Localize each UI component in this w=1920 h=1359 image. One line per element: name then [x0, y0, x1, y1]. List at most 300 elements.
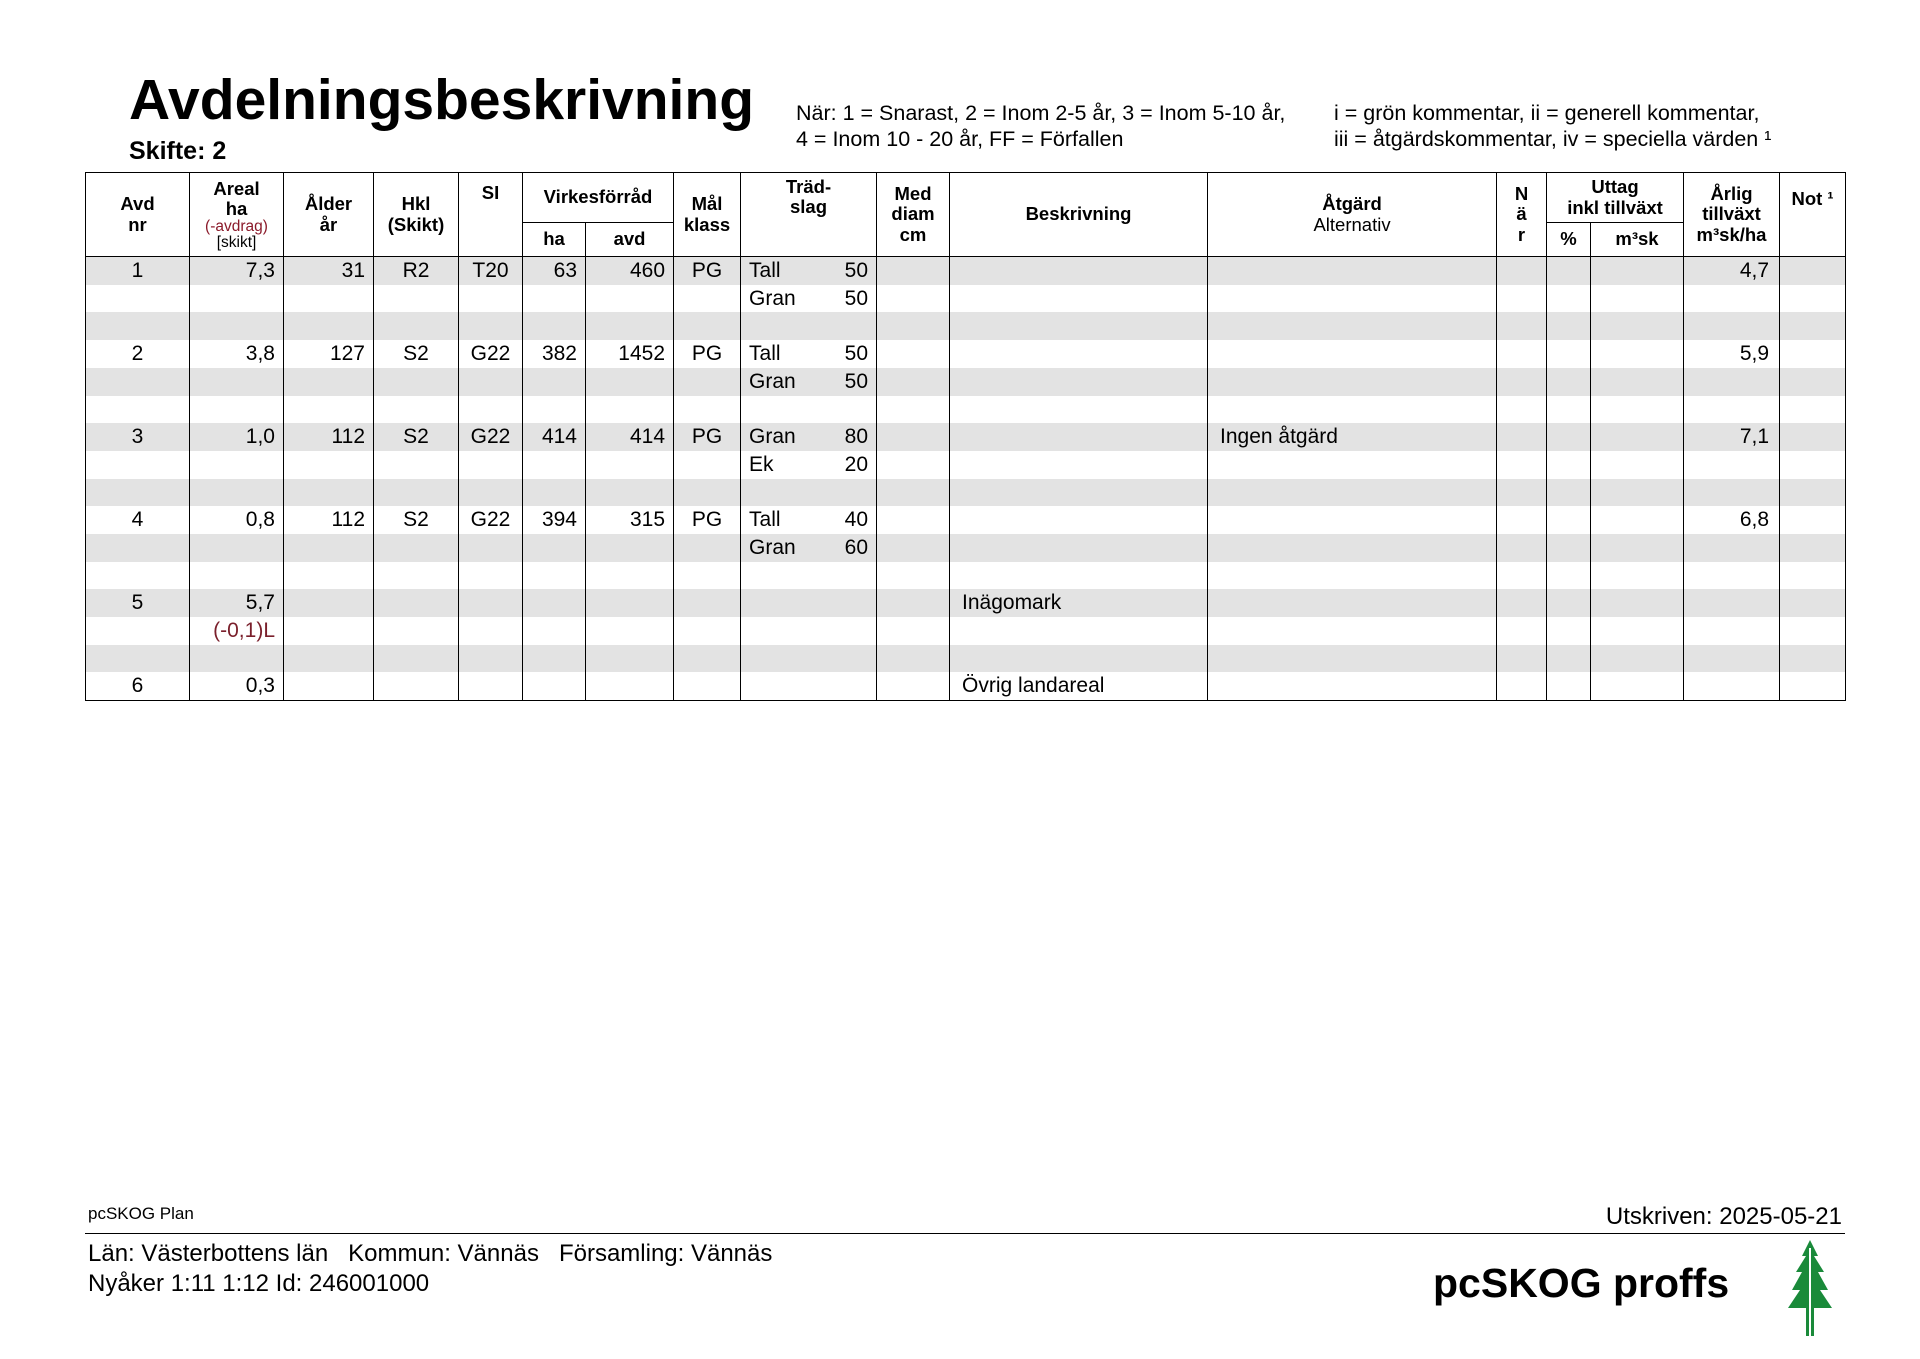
- cell-um3: [1591, 479, 1684, 507]
- cell-avd: [86, 451, 190, 479]
- cell-alder: [284, 368, 374, 396]
- cell-arlig: [1684, 534, 1780, 562]
- cell-nar: [1497, 396, 1547, 424]
- cell-atg: [1208, 451, 1497, 479]
- cell-hkl: [374, 617, 459, 645]
- cell-si: [459, 672, 523, 700]
- cell-mal: [674, 589, 741, 617]
- cell-arlig: [1684, 312, 1780, 340]
- cell-nar: [1497, 506, 1547, 534]
- cell-si: [459, 368, 523, 396]
- cell-vha: 414: [523, 423, 586, 451]
- cell-avd: [86, 479, 190, 507]
- tree-species-percent: 50: [844, 369, 869, 393]
- cell-si: T20: [459, 257, 523, 285]
- cell-vha: 394: [523, 506, 586, 534]
- col-nar: N ä r: [1497, 173, 1547, 257]
- table-row: [86, 562, 1846, 590]
- cell-tradslag: [741, 562, 877, 590]
- cell-hkl: S2: [374, 506, 459, 534]
- cell-alder: [284, 451, 374, 479]
- cell-upct: [1547, 368, 1591, 396]
- cell-atg: [1208, 368, 1497, 396]
- cell-nar: [1497, 534, 1547, 562]
- cell-nar: [1497, 285, 1547, 313]
- cell-nar: [1497, 340, 1547, 368]
- cell-si: [459, 451, 523, 479]
- cell-areal: [190, 534, 284, 562]
- cell-si: [459, 396, 523, 424]
- cell-alder: [284, 617, 374, 645]
- cell-vha: [523, 534, 586, 562]
- cell-vavd: [586, 562, 674, 590]
- cell-tradslag: [741, 534, 877, 562]
- cell-si: [459, 562, 523, 590]
- cell-arlig: [1684, 562, 1780, 590]
- cell-avd: 3: [86, 423, 190, 451]
- cell-si: [459, 479, 523, 507]
- col-beskrivning: Beskrivning: [950, 173, 1208, 257]
- tree-species: Gran: [749, 286, 796, 310]
- cell-um3: [1591, 451, 1684, 479]
- col-atgard: Åtgärd Alternativ: [1208, 173, 1497, 257]
- cell-arlig: 7,1: [1684, 423, 1780, 451]
- cell-med: [877, 285, 950, 313]
- cell-alder: [284, 534, 374, 562]
- col-alder: Ålder år: [284, 173, 374, 257]
- table-row: [86, 534, 1846, 562]
- cell-um3: [1591, 396, 1684, 424]
- cell-besk: [950, 285, 1208, 313]
- cell-med: [877, 340, 950, 368]
- cell-nar: [1497, 451, 1547, 479]
- cell-hkl: S2: [374, 423, 459, 451]
- cell-upct: [1547, 396, 1591, 424]
- cell-nar: [1497, 617, 1547, 645]
- cell-atg: [1208, 534, 1497, 562]
- cell-mal: [674, 562, 741, 590]
- table-row: [86, 672, 1846, 700]
- cell-um3: [1591, 534, 1684, 562]
- cell-upct: [1547, 479, 1591, 507]
- tree-species: Gran: [749, 369, 796, 393]
- footer-app-name: pcSKOG Plan: [88, 1204, 194, 1223]
- cell-alder: 127: [284, 340, 374, 368]
- cell-um3: [1591, 672, 1684, 700]
- cell-avd: [86, 368, 190, 396]
- cell-mal: [674, 285, 741, 313]
- cell-upct: [1547, 672, 1591, 700]
- cell-hkl: [374, 312, 459, 340]
- cell-tradslag: [741, 396, 877, 424]
- cell-besk: [950, 396, 1208, 424]
- cell-not: [1780, 396, 1846, 424]
- cell-not: [1780, 340, 1846, 368]
- col-areal-skikt: [skikt]: [216, 233, 257, 251]
- cell-vavd: [586, 396, 674, 424]
- table-row: [86, 451, 1846, 479]
- cell-hkl: [374, 672, 459, 700]
- cell-areal: [190, 562, 284, 590]
- brand-name: pcSKOG proffs: [1433, 1260, 1730, 1306]
- cell-upct: [1547, 340, 1591, 368]
- cell-atg: [1208, 617, 1497, 645]
- cell-atg: [1208, 672, 1497, 700]
- cell-si: [459, 589, 523, 617]
- cell-mal: [674, 312, 741, 340]
- cell-alder: [284, 312, 374, 340]
- legend-when: [796, 101, 1285, 152]
- cell-hkl: [374, 534, 459, 562]
- cell-besk: Inägomark: [950, 589, 1208, 617]
- cell-mal: [674, 645, 741, 673]
- cell-not: [1780, 312, 1846, 340]
- cell-hkl: S2: [374, 340, 459, 368]
- cell-areal: [190, 645, 284, 673]
- table-row: [86, 340, 1846, 368]
- cell-areal: [190, 312, 284, 340]
- tree-species-percent: 40: [844, 508, 869, 532]
- cell-si: [459, 617, 523, 645]
- cell-arlig: 4,7: [1684, 257, 1780, 285]
- cell-mal: [674, 534, 741, 562]
- cell-upct: [1547, 534, 1591, 562]
- cell-areal: [190, 396, 284, 424]
- cell-nar: [1497, 479, 1547, 507]
- col-alternativ: Alternativ: [1313, 213, 1391, 235]
- cell-nar: [1497, 645, 1547, 673]
- cell-vha: [523, 562, 586, 590]
- cell-si: [459, 285, 523, 313]
- cell-atg: [1208, 562, 1497, 590]
- tree-species: Tall: [749, 342, 781, 366]
- cell-nar: [1497, 423, 1547, 451]
- cell-um3: [1591, 285, 1684, 313]
- cell-avd: [86, 562, 190, 590]
- cell-med: [877, 589, 950, 617]
- cell-arlig: 6,8: [1684, 506, 1780, 534]
- cell-not: [1780, 562, 1846, 590]
- cell-med: [877, 423, 950, 451]
- table-row: [86, 589, 1846, 617]
- col-areal-avdrag: (-avdrag): [205, 218, 268, 236]
- cell-arlig: [1684, 617, 1780, 645]
- cell-arlig: [1684, 285, 1780, 313]
- stand-table: [85, 172, 1846, 701]
- cell-avd: [86, 396, 190, 424]
- cell-si: [459, 312, 523, 340]
- cell-tradslag: [741, 672, 877, 700]
- cell-upct: [1547, 645, 1591, 673]
- cell-atg: [1208, 312, 1497, 340]
- cell-med: [877, 562, 950, 590]
- cell-tradslag: [741, 451, 877, 479]
- page-title: Avdelningsbeskrivning: [129, 68, 755, 132]
- cell-med: [877, 506, 950, 534]
- cell-not: [1780, 617, 1846, 645]
- cell-besk: [950, 257, 1208, 285]
- cell-avd: 2: [86, 340, 190, 368]
- col-virke-avd: avd: [586, 223, 674, 257]
- cell-not: [1780, 479, 1846, 507]
- tree-species: Gran: [749, 535, 796, 559]
- cell-vavd: [586, 312, 674, 340]
- cell-vha: [523, 451, 586, 479]
- cell-atg: [1208, 479, 1497, 507]
- cell-besk: [950, 368, 1208, 396]
- cell-um3: [1591, 423, 1684, 451]
- cell-mal: PG: [674, 257, 741, 285]
- cell-vavd: [586, 451, 674, 479]
- cell-not: [1780, 506, 1846, 534]
- cell-hkl: R2: [374, 257, 459, 285]
- cell-um3: [1591, 506, 1684, 534]
- cell-arlig: [1684, 396, 1780, 424]
- cell-avd: [86, 645, 190, 673]
- cell-alder: 31: [284, 257, 374, 285]
- table-row: [86, 285, 1846, 313]
- footer-property: Nyåker 1:11 1:12 Id: 246001000: [88, 1270, 430, 1297]
- cell-si: [459, 645, 523, 673]
- cell-arlig: [1684, 451, 1780, 479]
- cell-tradslag: [741, 506, 877, 534]
- cell-upct: [1547, 589, 1591, 617]
- cell-si: G22: [459, 506, 523, 534]
- cell-alder: [284, 479, 374, 507]
- cell-alder: 112: [284, 506, 374, 534]
- cell-alder: [284, 562, 374, 590]
- tree-species-percent: 50: [844, 259, 869, 282]
- col-tradslag: Träd- slag: [741, 173, 877, 257]
- table-row: [86, 423, 1846, 451]
- cell-um3: [1591, 312, 1684, 340]
- cell-vha: [523, 479, 586, 507]
- cell-upct: [1547, 506, 1591, 534]
- table-row: [86, 396, 1846, 424]
- cell-med: [877, 451, 950, 479]
- cell-um3: [1591, 257, 1684, 285]
- cell-arlig: 5,9: [1684, 340, 1780, 368]
- cell-atg: [1208, 285, 1497, 313]
- cell-avd: 6: [86, 672, 190, 700]
- cell-hkl: [374, 285, 459, 313]
- cell-atg: [1208, 506, 1497, 534]
- col-avd: Avd nr: [86, 173, 190, 257]
- cell-upct: [1547, 451, 1591, 479]
- legend-comments-line1: i = grön kommentar, ii = generell kommentar,: [1334, 101, 1760, 125]
- cell-vha: [523, 672, 586, 700]
- cell-nar: [1497, 312, 1547, 340]
- cell-not: [1780, 423, 1846, 451]
- cell-hkl: [374, 479, 459, 507]
- cell-atg: [1208, 340, 1497, 368]
- cell-avd: 1: [86, 257, 190, 285]
- cell-upct: [1547, 423, 1591, 451]
- cell-mal: PG: [674, 423, 741, 451]
- cell-um3: [1591, 340, 1684, 368]
- table-row: [86, 506, 1846, 534]
- cell-med: [877, 368, 950, 396]
- cell-atg: Ingen åtgärd: [1208, 423, 1497, 451]
- cell-atg: [1208, 589, 1497, 617]
- cell-med: [877, 479, 950, 507]
- cell-med: [877, 617, 950, 645]
- table-row: [86, 257, 1846, 285]
- cell-areal: [190, 368, 284, 396]
- cell-mal: [674, 479, 741, 507]
- cell-besk: [950, 423, 1208, 451]
- cell-tradslag: [741, 645, 877, 673]
- col-uttag-m3sk: m³sk: [1591, 223, 1684, 257]
- col-not: Not ¹: [1780, 173, 1846, 257]
- table-row: [86, 479, 1846, 507]
- cell-not: [1780, 645, 1846, 673]
- cell-areal: 0,3: [190, 672, 284, 700]
- cell-tradslag: [741, 423, 877, 451]
- cell-vavd: 460: [586, 257, 674, 285]
- cell-areal: (-0,1)L: [190, 617, 284, 645]
- cell-med: [877, 312, 950, 340]
- cell-hkl: [374, 589, 459, 617]
- cell-areal: 7,3: [190, 257, 284, 285]
- cell-vha: [523, 368, 586, 396]
- cell-besk: [950, 506, 1208, 534]
- cell-besk: [950, 451, 1208, 479]
- cell-upct: [1547, 562, 1591, 590]
- cell-mal: [674, 617, 741, 645]
- col-areal: Areal ha (-avdrag) [skikt]: [190, 173, 284, 257]
- col-virkesforrad: Virkesförråd: [523, 173, 674, 223]
- cell-um3: [1591, 589, 1684, 617]
- cell-med: [877, 672, 950, 700]
- cell-vavd: 414: [586, 423, 674, 451]
- legend-when-line1: När: 1 = Snarast, 2 = Inom 2-5 år, 3 = Inom 5-10 år,: [796, 101, 1286, 125]
- cell-not: [1780, 589, 1846, 617]
- cell-besk: [950, 645, 1208, 673]
- cell-vha: [523, 396, 586, 424]
- cell-not: [1780, 534, 1846, 562]
- cell-hkl: [374, 396, 459, 424]
- cell-hkl: [374, 451, 459, 479]
- tree-species: Tall: [749, 508, 781, 532]
- legend-comments: [1334, 101, 1771, 152]
- cell-um3: [1591, 617, 1684, 645]
- cell-mal: PG: [674, 506, 741, 534]
- table-row: [86, 617, 1846, 645]
- tree-species-percent: 20: [844, 452, 869, 476]
- cell-um3: [1591, 645, 1684, 673]
- cell-med: [877, 257, 950, 285]
- cell-alder: [284, 589, 374, 617]
- cell-alder: [284, 396, 374, 424]
- cell-nar: [1497, 589, 1547, 617]
- cell-um3: [1591, 368, 1684, 396]
- table-row: [86, 645, 1846, 673]
- col-arlig-tillvaxt: Årlig tillväxt m³sk/ha: [1684, 173, 1780, 257]
- cell-arlig: [1684, 368, 1780, 396]
- cell-atg: [1208, 396, 1497, 424]
- cell-alder: 112: [284, 423, 374, 451]
- tree-species-percent: 50: [844, 286, 869, 310]
- cell-besk: Övrig landareal: [950, 672, 1208, 700]
- cell-upct: [1547, 285, 1591, 313]
- footer-location: Län: Västerbottens län Kommun: Vännäs Församling: Vännäs: [88, 1240, 773, 1267]
- cell-avd: [86, 285, 190, 313]
- cell-besk: [950, 617, 1208, 645]
- cell-besk: [950, 534, 1208, 562]
- cell-not: [1780, 451, 1846, 479]
- cell-not: [1780, 285, 1846, 313]
- cell-vha: [523, 589, 586, 617]
- cell-nar: [1497, 368, 1547, 396]
- cell-vha: 63: [523, 257, 586, 285]
- cell-areal: [190, 285, 284, 313]
- col-med-diam: Med diam cm: [877, 173, 950, 257]
- cell-vavd: [586, 645, 674, 673]
- col-uttag-pct: %: [1547, 223, 1591, 257]
- cell-arlig: [1684, 479, 1780, 507]
- cell-upct: [1547, 257, 1591, 285]
- cell-nar: [1497, 562, 1547, 590]
- table-row: [86, 312, 1846, 340]
- cell-si: G22: [459, 423, 523, 451]
- skifte-label: Skifte: 2: [129, 137, 227, 165]
- cell-vavd: [586, 368, 674, 396]
- cell-med: [877, 396, 950, 424]
- cell-avd: 4: [86, 506, 190, 534]
- cell-nar: [1497, 672, 1547, 700]
- cell-atg: [1208, 257, 1497, 285]
- cell-tradslag: [741, 257, 877, 285]
- cell-arlig: [1684, 645, 1780, 673]
- cell-areal: 0,8: [190, 506, 284, 534]
- cell-tradslag: [741, 368, 877, 396]
- cell-mal: [674, 396, 741, 424]
- cell-vavd: [586, 479, 674, 507]
- cell-areal: 3,8: [190, 340, 284, 368]
- tree-species-percent: 80: [844, 425, 869, 449]
- cell-vavd: [586, 534, 674, 562]
- cell-med: [877, 645, 950, 673]
- legend-when-line2: 4 = Inom 10 - 20 år, FF = Förfallen: [796, 126, 1124, 151]
- cell-upct: [1547, 617, 1591, 645]
- footer-date: Utskriven: 2025-05-21: [1605, 1203, 1842, 1230]
- cell-areal: [190, 479, 284, 507]
- cell-vha: [523, 645, 586, 673]
- cell-areal: [190, 451, 284, 479]
- cell-nar: [1497, 257, 1547, 285]
- cell-arlig: [1684, 589, 1780, 617]
- cell-avd: [86, 534, 190, 562]
- cell-mal: PG: [674, 340, 741, 368]
- cell-arlig: [1684, 672, 1780, 700]
- col-uttag: Uttag inkl tillväxt: [1547, 173, 1684, 223]
- footer-divider: [85, 1233, 1845, 1234]
- cell-tradslag: [741, 340, 877, 368]
- cell-atg: [1208, 645, 1497, 673]
- cell-si: G22: [459, 340, 523, 368]
- cell-hkl: [374, 368, 459, 396]
- cell-vha: 382: [523, 340, 586, 368]
- cell-med: [877, 534, 950, 562]
- cell-mal: [674, 451, 741, 479]
- cell-avd: [86, 312, 190, 340]
- cell-areal: 5,7: [190, 589, 284, 617]
- cell-alder: [284, 285, 374, 313]
- cell-besk: [950, 340, 1208, 368]
- col-malklass: Mål klass: [674, 173, 741, 257]
- cell-besk: [950, 312, 1208, 340]
